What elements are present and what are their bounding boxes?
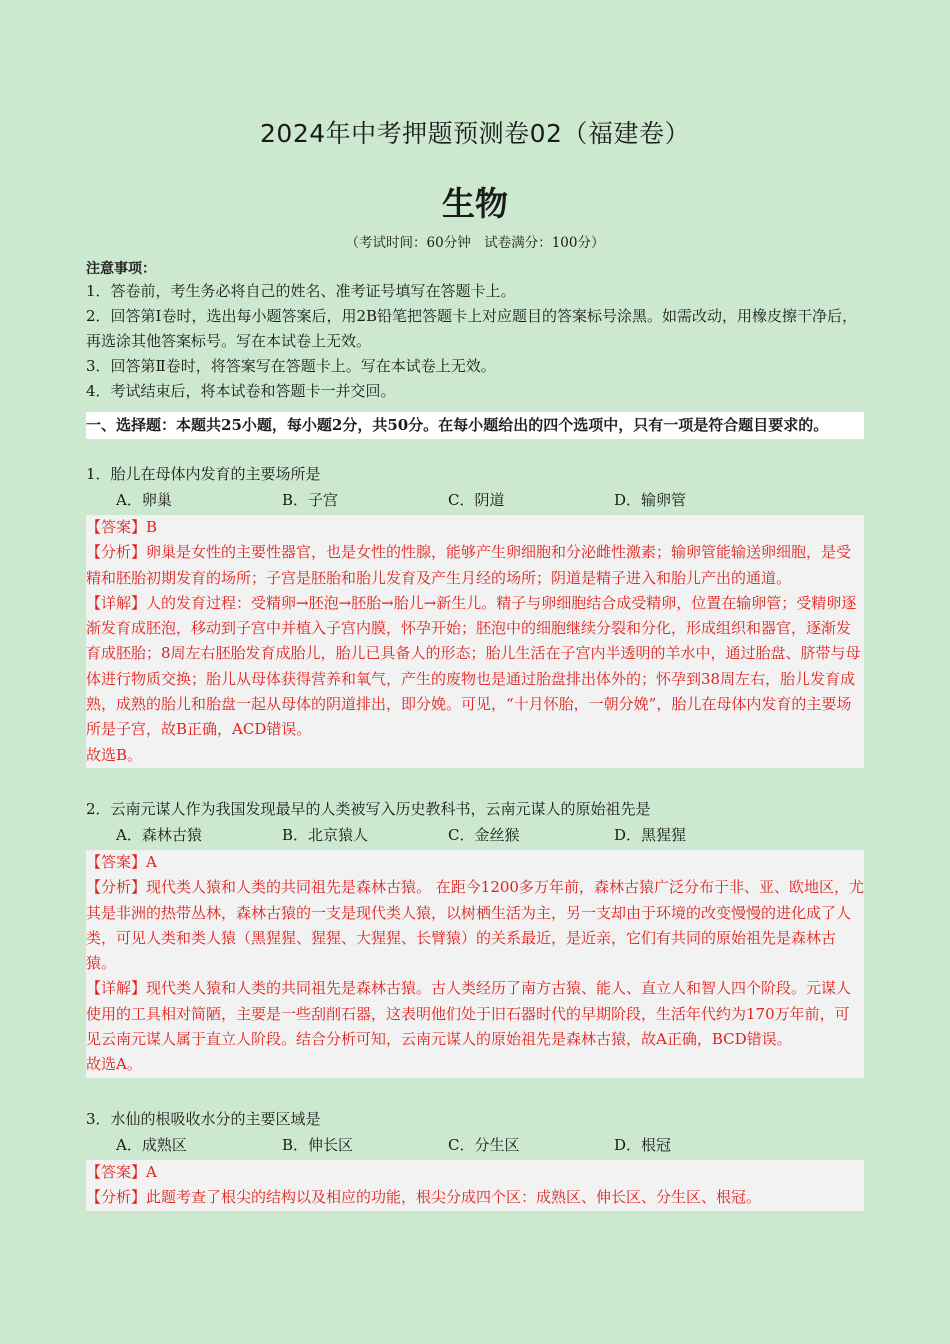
option-c: C．金丝猴 xyxy=(448,826,520,844)
analysis-text: 【分析】卵巢是女性的主要性器官，也是女性的性腺，能够产生卵细胞和分泌雌性激素；输卵管能输送卵细胞，是受精和胚胎初期发育的场所；子宫是胚胎和胎儿发育及产生月经的场所；阴道是精子进入和胎儿产出的通道。 xyxy=(86,543,852,587)
answer-line: 【答案】A xyxy=(86,1163,157,1181)
options-row xyxy=(86,1132,864,1158)
option-b: B．子宫 xyxy=(282,491,339,509)
option-c: C．分生区 xyxy=(448,1136,520,1154)
subject-heading: 生物 xyxy=(442,184,508,223)
answer-box-2 xyxy=(86,850,864,1078)
answer-line: 【答案】A xyxy=(86,853,157,871)
analysis-text: 【分析】此题考查了根尖的结构以及相应的功能，根尖分成四个区：成熟区、伸长区、分生区、根冠。 xyxy=(86,1188,762,1207)
question-1 xyxy=(86,462,864,513)
answer-line: 【答案】B xyxy=(86,518,158,536)
option-a: A．森林古猿 xyxy=(116,826,202,844)
conclusion-text: 故选A。 xyxy=(86,1055,142,1074)
notice-section xyxy=(86,259,864,404)
option-b: B．伸长区 xyxy=(282,1136,354,1154)
option-a: A．卵巢 xyxy=(116,491,172,509)
option-a: A．成熟区 xyxy=(116,1136,187,1154)
detail-text: 【详解】人的发育过程：受精卵→胚泡→胚胎→胎儿→新生儿。精子与卵细胞结合成受精卵，位置在输卵管；受精卵逐渐发育成胚泡，移动到子宫中并植入子宫内膜，怀孕开始；胚泡中的细胞继续分裂和分化，形成组织和器官，逐渐发育成胚胎；8周左右胚胎发育成胎儿，胎儿已具备人的形态；胎儿生活在子宫内半透明的羊水中，通过胎盘、脐带与母体进行物质交换；胎儿从母体获得营养和氧气，产生的废物也是通过胎盘排出体外的；怀孕到38周左右，胎儿发育成熟，成熟的胎儿和胎盘一起从母体的阴道排出，即分娩。可见，“十月怀胎，一朝分娩”，胎儿在母体内发育的主要场所是子宫，故B正确，ACD错误。 xyxy=(86,593,861,739)
answer-box-3 xyxy=(86,1160,864,1211)
answer-box-1 xyxy=(86,515,864,768)
question-3 xyxy=(86,1107,864,1158)
option-d: D．黑猩猩 xyxy=(614,826,687,844)
question-stem: 1．胎儿在母体内发育的主要场所是 xyxy=(86,465,321,483)
option-c: C．阴道 xyxy=(448,491,505,509)
notice-title: 注意事项： xyxy=(86,261,156,277)
notice-item: 3．回答第Ⅱ卷时，将答案写在答题卡上。写在本试卷上无效。 xyxy=(86,357,496,375)
section-header: 一、选择题：本题共25小题，每小题2分，共50分。在每小题给出的四个选项中，只有一项是符合题目要求的。 xyxy=(86,412,864,439)
option-b: B．北京猿人 xyxy=(282,826,369,844)
detail-text: 【详解】现代类人猿和人类的共同祖先是森林古猿。古人类经历了南方古猿、能人、直立人和智人四个阶段。元谋人使用的工具相对简陋，主要是一些刮削石器，这表明他们处于旧石器时代的早期阶段，生活年代约为170万年前，可见云南元谋人属于直立人阶段。结合分析可知，云南元谋人的原始祖先是森林古猿，故A正确，BCD错误。 xyxy=(86,979,852,1049)
option-d: D．输卵管 xyxy=(614,491,687,509)
notice-item: 4．考试结束后，将本试卷和答题卡一并交回。 xyxy=(86,382,396,400)
analysis-text: 【分析】现代类人猿和人类的共同祖先是森林古猿。 在距今1200多万年前，森林古猿广泛分布于非、亚、欧地区，尤其是非洲的热带丛林，森林古猿的一支是现代类人猿，以树栖生活为主，另一支却由于环境的改变慢慢的进化成了人类，可见人类和类人猿（黑猩猩、猩猩、大猩猩、长臂猿）的关系最近，是近亲，它们有共同的原始祖先是森林古猿。 xyxy=(86,878,864,973)
notice-item: 2．回答第Ⅰ卷时，选出每小题答案后，用2B铅笔把答题卡上对应题目的答案标号涂黑。如需改动，用橡皮擦干净后，再选涂其他答案标号。写在本试卷上无效。 xyxy=(86,307,858,350)
notice-item: 1．答卷前，考生务必将自己的姓名、准考证号填写在答题卡上。 xyxy=(86,282,516,300)
question-stem: 3．水仙的根吸收水分的主要区域是 xyxy=(86,1110,321,1128)
exam-title: 2024年中考押题预测卷02（福建卷） xyxy=(260,119,690,148)
option-d: D．根冠 xyxy=(614,1136,672,1154)
exam-info: （考试时间：60分钟 试卷满分：100分） xyxy=(345,235,605,251)
options-row xyxy=(86,487,864,513)
options-row xyxy=(86,822,864,848)
question-stem: 2．云南元谋人作为我国发现最早的人类被写入历史教科书，云南元谋人的原始祖先是 xyxy=(86,800,651,818)
conclusion-text: 故选B。 xyxy=(86,745,143,764)
question-2 xyxy=(86,797,864,848)
